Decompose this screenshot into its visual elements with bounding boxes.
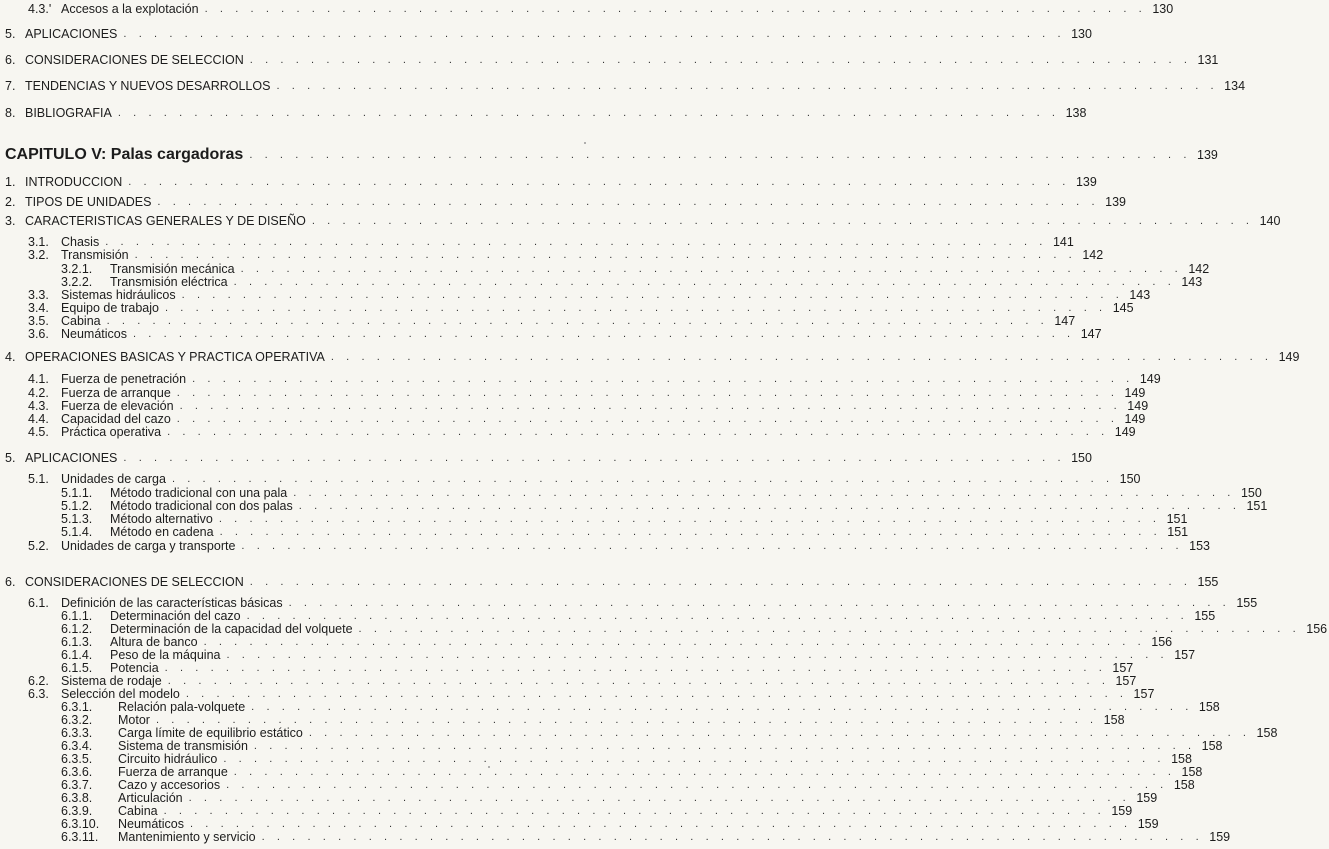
page-number: 151 (1166, 512, 1188, 526)
toc-entry-title: Unidades de carga (61, 472, 166, 486)
page-number: 159 (1111, 804, 1133, 818)
toc-entry-title: Método alternativo (110, 512, 213, 526)
page-number: 149 (1124, 386, 1146, 400)
toc-entry (0, 687, 1155, 701)
toc-entry-number: 4.4. (28, 412, 49, 426)
page-number: 142 (1188, 262, 1210, 276)
page-number: 130 (1071, 27, 1092, 41)
page-number: 159 (1209, 830, 1231, 844)
toc-entry-number: 6.1.5. (61, 661, 93, 675)
toc-entry-title: Equipo de trabajo (61, 301, 159, 315)
toc-entry-number: 3.5. (28, 314, 49, 328)
toc-entry-title: Peso de la máquina (110, 648, 221, 662)
toc-entry (0, 195, 1126, 209)
page-number: 149 (1124, 412, 1146, 426)
toc-entry-title: Cabina (118, 804, 158, 818)
toc-entry-number: 6.3.10. (61, 817, 100, 831)
page-number: 156 (1151, 635, 1173, 649)
toc-entry (0, 386, 1146, 400)
page-number: 149 (1114, 425, 1136, 439)
dot-leader: . . . . . . . . . . . . . . . . . . . . . . . . . . . . . . . . . . . . . . . . . . . . . . . . . . . . . . . . . . . . . . (251, 701, 1193, 713)
dot-leader: . . . . . . . . . . . . . . . . . . . . . . . . . . . . . . . . . . . . . . . . . . . . . . . . . . . . . . . . . . . . . . (117, 107, 1060, 119)
toc-entry (0, 791, 1158, 805)
toc-entry (0, 575, 1219, 589)
page-number: 139 (1197, 148, 1218, 162)
toc-entry-number: 3.4. (28, 301, 49, 315)
toc-entry (0, 525, 1189, 539)
toc-entry (0, 399, 1149, 413)
toc-entry-number: 6.1.2. (61, 622, 93, 636)
toc-entry-title: Unidades de carga y transporte (61, 539, 236, 553)
dot-leader: . . . . . . . . . . . . . . . . . . . . . . . . . . . . . . . . . . . . . . . . . . . . . . . . . . . . . . . . . . . . . . (190, 818, 1132, 830)
toc-entry-title: Selección del modelo (61, 687, 180, 701)
page-number: 134 (1224, 79, 1246, 93)
dot-leader: . . . . . . . . . . . . . . . . . . . . . . . . . . . . . . . . . . . . . . . . . . . . . . . . . . . . . . . . . . . . . . (226, 779, 1168, 791)
page-number: 139 (1105, 195, 1126, 209)
dot-leader: . . . . . . . . . . . . . . . . . . . . . . . . . . . . . . . . . . . . . . . . . . . . . . . . . . . . . . . . . . . . . . (105, 236, 1047, 248)
page-number: 149 (1139, 372, 1161, 386)
dot-leader: . . . . . . . . . . . . . . . . . . . . . . . . . . . . . . . . . . . . . . . . . . . . . . . . . . . . . . . . . . . . . . (233, 766, 1176, 778)
toc-entry (0, 739, 1223, 753)
page-number: 150 (1240, 486, 1262, 500)
toc-entry-number: 3. (5, 214, 16, 228)
toc-entry (0, 609, 1216, 623)
toc-entry-number: 6.3.3. (61, 726, 93, 740)
toc-entry-number: 6.3.1. (61, 700, 93, 714)
page-number: 140 (1259, 214, 1281, 228)
toc-entry (0, 235, 1074, 249)
toc-entry-title: Neumáticos (118, 817, 184, 831)
toc-entry (0, 288, 1151, 302)
dot-leader: . . . . . . . . . . . . . . . . . . . . . . . . . . . . . . . . . . . . . . . . . . . . . . . . . . . . . . . . . . . . . . (226, 649, 1169, 661)
toc-entry-number: 7. (5, 79, 16, 93)
dot-leader: . . . . . . . . . . . . . . . . . . . . . . . . . . . . . . . . . . . . . . . . . . . . . . . . . . . . . . . . . . . . . . (298, 500, 1241, 512)
toc-entry (0, 512, 1188, 526)
toc-entry (0, 451, 1092, 465)
dot-leader: . . . . . . . . . . . . . . . . . . . . . . . . . . . . . . . . . . . . . . . . . . . . . . . . . . . . . . . . . . . . . . (246, 610, 1189, 622)
toc-entry-title: Potencia (110, 661, 159, 675)
toc-entry (0, 674, 1137, 688)
dot-leader: . . . . . . . . . . . . . . . . . . . . . . . . . . . . . . . . . . . . . . . . . . . . . . . . . . . . . . . . . . . . . . (165, 302, 1107, 314)
page-number: 145 (1112, 301, 1134, 315)
toc-entry-number: 5.2. (28, 539, 49, 553)
dot-leader: . . . . . . . . . . . . . . . . . . . . . . . . . . . . . . . . . . . . . . . . . . . . . . . . . . . . . . . . . . . . . . (203, 636, 1146, 648)
toc-entry (0, 817, 1159, 831)
toc-entry-number: 6.1. (28, 596, 49, 610)
toc-entry-number: 4.1. (28, 372, 49, 386)
page-number: 149 (1278, 350, 1300, 364)
dot-leader: . . . . . . . . . . . . . . . . . . . . . . . . . . . . . . . . . . . . . . . . . . . . . . . . . . . . . . . . . . . . . . (192, 373, 1134, 385)
toc-entry-title: BIBLIOGRAFIA (25, 106, 112, 120)
dot-leader: . . . . . . . . . . . . . . . . . . . . . . . . . . . . . . . . . . . . . . . . . . . . . . . . . . . . . . . . . . . . . . (358, 623, 1301, 635)
toc-entry-title: Sistema de transmisión (118, 739, 248, 753)
page-number: 158 (1256, 726, 1278, 740)
toc-entry-number: 6.3.8. (61, 791, 93, 805)
dot-leader: . . . . . . . . . . . . . . . . . . . . . . . . . . . . . . . . . . . . . . . . . . . . . . . . . . . . . . . . . . . . . . (261, 831, 1204, 843)
dot-leader: . . . . . . . . . . . . . . . . . . . . . . . . . . . . . . . . . . . . . . . . . . . . . . . . . . . . . . . . . . . . . . (249, 149, 1192, 161)
page-number: 157 (1112, 661, 1134, 675)
page-number: 158 (1103, 713, 1125, 727)
page-number: 158 (1171, 752, 1192, 766)
dot-leader: . . . . . . . . . . . . . . . . . . . . . . . . . . . . . . . . . . . . . . . . . . . . . . . . . . . . . . . . . . . . . . (293, 487, 1235, 499)
dot-leader: . . . . . . . . . . . . . . . . . . . . . . . . . . . . . . . . . . . . . . . . . . . . . . . . . . . . . . . . . . . . . . (164, 662, 1107, 674)
dot-leader: . . . . . . . . . . . . . . . . . . . . . . . . . . . . . . . . . . . . . . . . . . . . . . . . . . . . . . . . . . . . . . (288, 597, 1231, 609)
dot-leader: . . . . . . . . . . . . . . . . . . . . . . . . . . . . . . . . . . . . . . . . . . . . . . . . . . . . . . . . . . . . . . (223, 753, 1166, 765)
toc-entry-title: Fuerza de arranque (61, 386, 171, 400)
toc-entry-number: 6.3.9. (61, 804, 93, 818)
toc-entry (0, 106, 1087, 120)
toc-entry-title: TENDENCIAS Y NUEVOS DESARROLLOS (25, 79, 271, 93)
toc-entry-number: 6.3.5. (61, 752, 93, 766)
toc-entry-number: 6.1.1. (61, 609, 93, 623)
toc-entry-title: Cazo y accesorios (118, 778, 221, 792)
page-number: 153 (1189, 539, 1210, 553)
toc-entry-title: CONSIDERACIONES DE SELECCION (25, 53, 244, 67)
toc-entry-title: Definición de las características básicas (61, 596, 283, 610)
toc-entry (0, 350, 1300, 364)
page-number: 143 (1181, 275, 1203, 289)
toc-entry (0, 713, 1125, 727)
dot-leader: . . . . . . . . . . . . . . . . . . . . . . . . . . . . . . . . . . . . . . . . . . . . . . . . . . . . . . . . . . . . . . (133, 328, 1075, 340)
toc-entry-number: 3.2.1. (61, 262, 93, 276)
toc-entry-number: 6.1.4. (61, 648, 93, 662)
toc-entry-number: 5. (5, 27, 16, 41)
toc-entry-number: 6. (5, 575, 16, 589)
toc-entry-title: Chasis (61, 235, 100, 249)
page-number: 158 (1173, 778, 1195, 792)
dot-leader: . . . . . . . . . . . . . . . . . . . . . . . . . . . . . . . . . . . . . . . . . . . . . . . . . . . . . . . . . . . . . . (171, 473, 1114, 485)
dot-leader: . . . . . . . . . . . . . . . . . . . . . . . . . . . . . . . . . . . . . . . . . . . . . . . . . . . . . . . . . . . . . . (155, 714, 1098, 726)
toc-entry-title: Determinación del cazo (110, 609, 241, 623)
toc-entry-title: Transmisión eléctrica (110, 275, 228, 289)
toc-entry-number: 5.1. (28, 472, 49, 486)
toc-entry-number: 6. (5, 53, 16, 67)
toc-entry-number: 4.5. (28, 425, 49, 439)
page-number: 138 (1065, 106, 1087, 120)
page-number: 149 (1127, 399, 1149, 413)
toc-entry-title: Determinación de la capacidad del volquete (110, 622, 353, 636)
toc-entry-title: Relación pala-volquete (118, 700, 246, 714)
toc-entry (0, 175, 1097, 189)
toc-entry-title: TIPOS DE UNIDADES (25, 195, 152, 209)
toc-entry (0, 412, 1146, 426)
speck-mark (584, 142, 586, 144)
page-number: 147 (1054, 314, 1076, 328)
toc-entry (0, 804, 1133, 818)
page-number: 157 (1115, 674, 1137, 688)
toc-entry-number: 5. (5, 451, 16, 465)
toc-entry-number: 4.2. (28, 386, 49, 400)
toc-entry-title: Carga límite de equilibrio estático (118, 726, 303, 740)
dot-leader: . . . . . . . . . . . . . . . . . . . . . . . . . . . . . . . . . . . . . . . . . . . . . . . . . . . . . . . . . . . . . . (249, 576, 1192, 588)
toc-entry-number: 6.2. (28, 674, 49, 688)
page-number: 158 (1198, 700, 1220, 714)
dot-leader: . . . . . . . . . . . . . . . . . . . . . . . . . . . . . . . . . . . . . . . . . . . . . . . . . . . . . . . . . . . . . . (106, 315, 1049, 327)
toc-entry-title: Fuerza de elevación (61, 399, 174, 413)
toc-entry-title: OPERACIONES BASICAS Y PRACTICA OPERATIVA (25, 350, 325, 364)
toc-entry-title: Método tradicional con dos palas (110, 499, 293, 513)
toc-entry (0, 248, 1104, 262)
dot-leader: . . . . . . . . . . . . . . . . . . . . . . . . . . . . . . . . . . . . . . . . . . . . . . . . . . . . . . . . . . . . . . (167, 426, 1109, 438)
page-number: 143 (1129, 288, 1151, 302)
page-number: 131 (1197, 53, 1219, 67)
toc-entry-number: 6.3. (28, 687, 49, 701)
toc-entry-title: Método tradicional con una pala (110, 486, 288, 500)
toc-entry-number: 5.1.3. (61, 512, 93, 526)
page-number: 155 (1236, 596, 1258, 610)
toc-entry (0, 700, 1220, 714)
toc-entry (0, 635, 1173, 649)
toc-entry-number: 8. (5, 106, 16, 120)
toc-entry-number: 6.1.3. (61, 635, 93, 649)
dot-leader: . . . . . . . . . . . . . . . . . . . . . . . . . . . . . . . . . . . . . . . . . . . . . . . . . . . . . . . . . . . . . . (276, 80, 1219, 92)
toc-entry (0, 765, 1203, 779)
toc-entry-number: 2. (5, 195, 16, 209)
toc-entry-title: Práctica operativa (61, 425, 162, 439)
dot-leader: . . . . . . . . . . . . . . . . . . . . . . . . . . . . . . . . . . . . . . . . . . . . . . . . . . . . . . . . . . . . . . (233, 276, 1176, 288)
toc-entry-title: Capacidad del cazo (61, 412, 171, 426)
toc-entry-title: Transmisión (61, 248, 129, 262)
dot-leader: . . . . . . . . . . . . . . . . . . . . . . . . . . . . . . . . . . . . . . . . . . . . . . . . . . . . . . . . . . . . . . (218, 513, 1161, 525)
dot-leader: . . . . . . . . . . . . . . . . . . . . . . . . . . . . . . . . . . . . . . . . . . . . . . . . . . . . . . . . . . . . . . (134, 249, 1077, 261)
toc-entry (0, 327, 1102, 341)
toc-entry (0, 726, 1278, 740)
toc-entry-number: 4.3.' (28, 2, 52, 16)
page-number: 150 (1071, 451, 1092, 465)
toc-entry (0, 596, 1258, 610)
toc-entry-number: 3.2. (28, 248, 49, 262)
toc-entry (0, 648, 1196, 662)
dot-leader: . . . . . . . . . . . . . . . . . . . . . . . . . . . . . . . . . . . . . . . . . . . . . . . . . . . . . . . . . . . . . . (128, 176, 1070, 188)
dot-leader: . . . . . . . . . . . . . . . . . . . . . . . . . . . . . . . . . . . . . . . . . . . . . . . . . . . . . . . . . . . . . . (167, 675, 1110, 687)
toc-entry (0, 661, 1134, 675)
toc-entry-title: CONSIDERACIONES DE SELECCION (25, 575, 244, 589)
dot-leader: . . . . . . . . . . . . . . . . . . . . . . . . . . . . . . . . . . . . . . . . . . . . . . . . . . . . . . . . . . . . . . (163, 805, 1106, 817)
toc-entry-title: Cabina (61, 314, 101, 328)
page-number: 157 (1174, 648, 1196, 662)
toc-entry (0, 830, 1231, 844)
toc-entry (0, 79, 1246, 93)
chapter-heading (0, 146, 1218, 164)
page-number: 150 (1119, 472, 1141, 486)
toc-entry (0, 622, 1328, 636)
toc-entry (0, 214, 1281, 228)
dot-leader: . . . . . . . . . . . . . . . . . . . . . . . . . . . . . . . . . . . . . . . . . . . . . . . . . . . . . . . . . . . . . . (181, 289, 1124, 301)
dot-leader: . . . . . . . . . . . . . . . . . . . . . . . . . . . . . . . . . . . . . . . . . . . . . . . . . . . . . . . . . . . . . . (240, 263, 1183, 275)
toc-entry-title: Neumáticos (61, 327, 127, 341)
toc-entry-number: 6.3.11. (61, 830, 99, 844)
toc-entry (0, 499, 1268, 513)
toc-entry-number: 5.1.1. (61, 486, 93, 500)
page-number: 139 (1075, 175, 1097, 189)
toc-entry-title: Accesos a la explotación (61, 2, 199, 16)
toc-entry-number: 5.1.2. (61, 499, 93, 513)
toc-entry (0, 53, 1219, 67)
toc-entry-title: Fuerza de arranque (118, 765, 228, 779)
page-number: 159 (1137, 817, 1159, 831)
toc-entry-title: Sistema de rodaje (61, 674, 162, 688)
toc-entry (0, 2, 1174, 16)
toc-entry-title: Fuerza de penetración (61, 372, 187, 386)
toc-entry-number: 3.1. (28, 235, 49, 249)
dot-leader: . . . . . . . . . . . . . . . . . . . . . . . . . . . . . . . . . . . . . . . . . . . . . . . . . . . . . . . . . . . . . . (188, 792, 1131, 804)
toc-entry-title: Mantenimiento y servicio (118, 830, 256, 844)
dot-leader: . . . . . . . . . . . . . . . . . . . . . . . . . . . . . . . . . . . . . . . . . . . . . . . . . . . . . . . . . . . . . . (185, 688, 1128, 700)
toc-entry-title: Circuito hidráulico (118, 752, 218, 766)
dot-leader: . . . . . . . . . . . . . . . . . . . . . . . . . . . . . . . . . . . . . . . . . . . . . . . . . . . . . . . . . . . . . . (330, 351, 1273, 363)
dot-leader: . . . . . . . . . . . . . . . . . . . . . . . . . . . . . . . . . . . . . . . . . . . . . . . . . . . . . . . . . . . . . . (176, 387, 1119, 399)
page-number: 130 (1152, 2, 1174, 16)
dot-leader: . . . . . . . . . . . . . . . . . . . . . . . . . . . . . . . . . . . . . . . . . . . . . . . . . . . . . . . . . . . . . . (179, 400, 1122, 412)
toc-entry-title: Transmisión mecánica (110, 262, 235, 276)
toc-entry (0, 425, 1136, 439)
toc-entry-title: INTRODUCCION (25, 175, 123, 189)
toc-entry-number: 6.3.7. (61, 778, 93, 792)
dot-leader: . . . . . . . . . . . . . . . . . . . . . . . . . . . . . . . . . . . . . . . . . . . . . . . . . . . . . . . . . . . . . . (308, 727, 1251, 739)
page-number: 141 (1052, 235, 1074, 249)
toc-entry-title: Altura de banco (110, 635, 198, 649)
toc-entry-title: APLICACIONES (25, 27, 118, 41)
toc-entry-number: 3.3. (28, 288, 49, 302)
toc-entry (0, 314, 1076, 328)
chapter-title: CAPITULO V: Palas cargadoras (5, 146, 244, 163)
toc-entry (0, 262, 1210, 276)
dot-leader: . . . . . . . . . . . . . . . . . . . . . . . . . . . . . . . . . . . . . . . . . . . . . . . . . . . . . . . . . . . . . . (176, 413, 1119, 425)
dot-leader: . . . . . . . . . . . . . . . . . . . . . . . . . . . . . . . . . . . . . . . . . . . . . . . . . . . . . . . . . . . . . . (241, 540, 1184, 552)
dot-leader: . . . . . . . . . . . . . . . . . . . . . . . . . . . . . . . . . . . . . . . . . . . . . . . . . . . . . . . . . . . . . . (249, 54, 1192, 66)
toc-entry-number: 1. (5, 175, 16, 189)
toc-entry-number: 3.6. (28, 327, 49, 341)
toc-entry-number: 6.3.2. (61, 713, 93, 727)
toc-entry-number: 6.3.4. (61, 739, 93, 753)
toc-entry-title: Articulación (118, 791, 183, 805)
toc-entry-title: Motor (118, 713, 150, 727)
toc-entry-title: CARACTERISTICAS GENERALES Y DE DISEÑO (25, 214, 306, 228)
dot-leader: . . . . . . . . . . . . . . . . . . . . . . . . . . . . . . . . . . . . . . . . . . . . . . . . . . . . . . . . . . . . . . (253, 740, 1196, 752)
page-number: 155 (1194, 609, 1216, 623)
dot-leader: . . . . . . . . . . . . . . . . . . . . . . . . . . . . . . . . . . . . . . . . . . . . . . . . . . . . . . . . . . . . . . (157, 196, 1100, 208)
toc-entry-number: 3.2.2. (61, 275, 93, 289)
page-number: 158 (1201, 739, 1223, 753)
toc-entry-number: 4.3. (28, 399, 49, 413)
toc-entry (0, 778, 1195, 792)
dot-leader: . . . . . . . . . . . . . . . . . . . . . . . . . . . . . . . . . . . . . . . . . . . . . . . . . . . . . . . . . . . . . . (123, 28, 1066, 40)
toc-entry (0, 752, 1192, 766)
toc-entry-number: 6.3.6. (61, 765, 93, 779)
toc-entry-number: 5.1.4. (61, 525, 93, 539)
toc-entry-title: Sistemas hidráulicos (61, 288, 176, 302)
toc-entry (0, 301, 1134, 315)
dot-leader: . . . . . . . . . . . . . . . . . . . . . . . . . . . . . . . . . . . . . . . . . . . . . . . . . . . . . . . . . . . . . . (219, 526, 1162, 538)
toc-entry-title: APLICACIONES (25, 451, 118, 465)
toc-entry (0, 472, 1141, 486)
page-number: 147 (1080, 327, 1102, 341)
toc-entry (0, 539, 1210, 553)
toc-entry-title: Método en cadena (110, 525, 214, 539)
toc-entry (0, 486, 1262, 500)
toc-entry (0, 372, 1161, 386)
dot-leader: . . . . . . . . . . . . . . . . . . . . . . . . . . . . . . . . . . . . . . . . . . . . . . . . . . . . . . . . . . . . . . (311, 215, 1254, 227)
page-number: 159 (1136, 791, 1158, 805)
toc-entry (0, 275, 1203, 289)
page-number: 158 (1181, 765, 1203, 779)
page-number: 151 (1246, 499, 1268, 513)
dot-leader: . . . . . . . . . . . . . . . . . . . . . . . . . . . . . . . . . . . . . . . . . . . . . . . . . . . . . . . . . . . . . . (123, 452, 1066, 464)
page-number: 157 (1133, 687, 1155, 701)
toc-entry (0, 27, 1092, 41)
page-number: 142 (1082, 248, 1104, 262)
toc-entry-number: 4. (5, 350, 16, 364)
dot-leader: . . . . . . . . . . . . . . . . . . . . . . . . . . . . . . . . . . . . . . . . . . . . . . . . . . . . . . . . . . . . . . (204, 3, 1147, 15)
page-number: 151 (1167, 525, 1189, 539)
page-number: 155 (1197, 575, 1219, 589)
page-number: 156 (1306, 622, 1328, 636)
